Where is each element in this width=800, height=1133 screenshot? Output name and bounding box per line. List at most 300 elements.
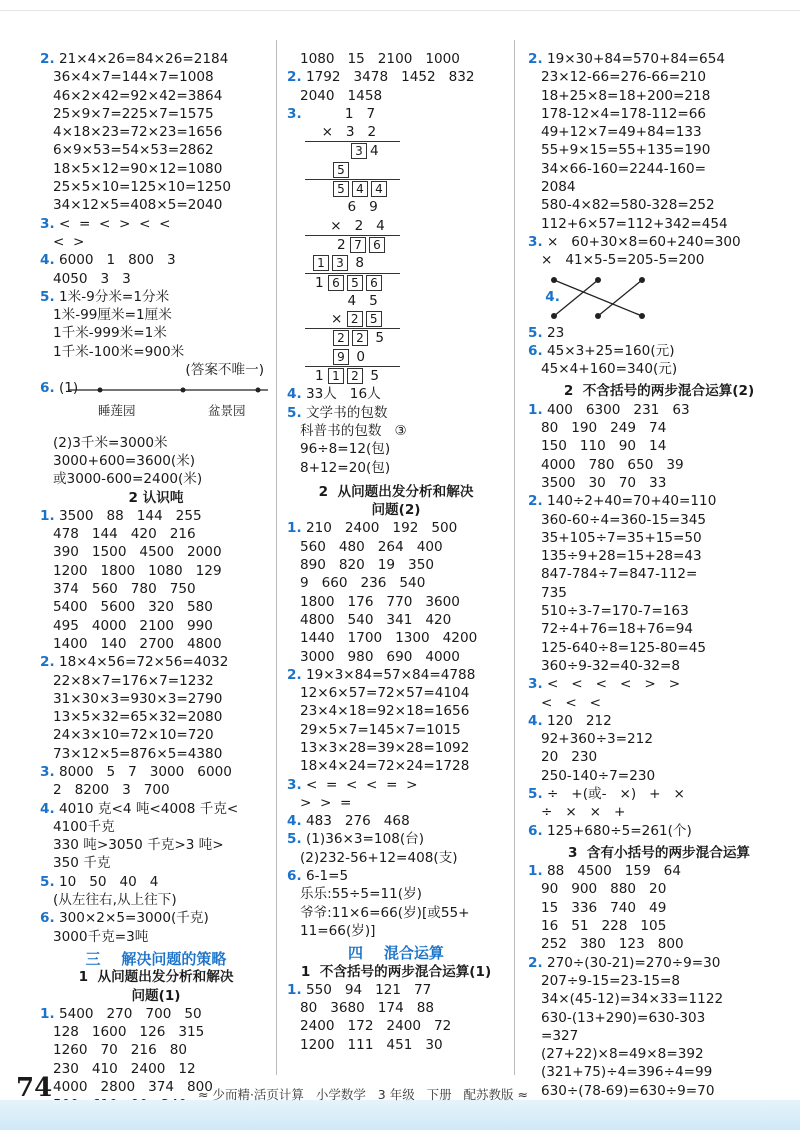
answer-line	[287, 776, 505, 794]
answer-text: 374 560 780 750	[52, 581, 196, 598]
answer-text: 4000 2800 374 800	[52, 1079, 213, 1096]
answer-text: (27+22)×8=49×8=392	[540, 1046, 704, 1063]
answer-line	[40, 672, 272, 690]
answer-line	[40, 288, 272, 306]
answer-text: < = < < = >	[305, 776, 418, 793]
question-number: 6.	[528, 822, 543, 839]
answer-text: 495 4000 2100 990	[52, 617, 213, 634]
answer-line	[40, 580, 272, 598]
answer-line	[528, 511, 790, 529]
answer-line	[528, 602, 790, 620]
answer-text: 5400 270 700 50	[58, 1005, 202, 1022]
answer-line	[40, 123, 272, 141]
answer-text: 140÷2+40=70+40=110	[546, 493, 717, 510]
answer-line	[528, 1009, 790, 1027]
answer-text: 1260 70 216 80	[52, 1042, 187, 1059]
question-number: 2.	[40, 654, 55, 671]
unit-heading: 三 解决问题的策略	[85, 949, 227, 968]
question-number: 4.	[545, 288, 560, 305]
answer-text: 230 410 2400 12	[52, 1060, 196, 1077]
answer-line	[528, 547, 790, 565]
answer-text: 0	[356, 348, 365, 365]
answer-line	[287, 68, 505, 86]
answer-text: 45×4+160=340(元)	[540, 361, 678, 378]
answer-line	[40, 306, 272, 324]
section-heading: 3 含有小括号的两步混合运算	[567, 844, 751, 861]
question-number: 1.	[287, 520, 302, 537]
answer-line	[528, 419, 790, 437]
answer-text: 1200 1800 1080 129	[52, 562, 222, 579]
boxed-digit: 2	[333, 330, 349, 346]
answer-text: 330 吨>3050 千克>3 吨>	[52, 837, 224, 854]
answer-line	[287, 739, 505, 757]
answer-text: < < < < > >	[546, 676, 681, 693]
answer-text: 18×4×56=72×56=4032	[58, 654, 229, 671]
answer-line	[40, 251, 272, 269]
answer-text: (1)36×3=108(台)	[305, 831, 425, 848]
answer-text: 1千米-999米=1米	[52, 325, 167, 342]
question-number: 3.	[40, 763, 55, 780]
answer-line	[287, 422, 505, 440]
question-number: 2.	[287, 69, 302, 86]
answer-line	[287, 440, 505, 458]
answer-text: 890 820 19 350	[299, 557, 434, 574]
label-garden-2: 盆景园	[208, 402, 246, 418]
answer-line	[40, 763, 272, 781]
answer-line	[287, 757, 505, 775]
answer-line	[528, 767, 790, 785]
answer-text: 34×12×5=408×5=2040	[52, 197, 223, 214]
question-number: 4.	[40, 800, 55, 817]
answer-text: 1 7	[344, 105, 376, 122]
answer-text: 1	[315, 368, 324, 385]
answer-text: 33人 16人	[305, 386, 381, 403]
answer-line	[528, 437, 790, 455]
answer-line	[287, 794, 505, 812]
answer-line	[287, 867, 505, 885]
question-number: 2.	[287, 666, 302, 683]
answer-text: > > =	[299, 794, 352, 811]
answer-line	[528, 233, 790, 251]
answer-text: 4100千克	[52, 818, 115, 835]
answer-text: < >	[52, 233, 85, 250]
answer-line	[528, 917, 790, 935]
answer-text: 1440 1700 1300 4200	[299, 630, 478, 647]
answer-text: 文学书的包数	[305, 404, 388, 421]
answer-text: 4800 540 341 420	[299, 611, 452, 628]
answer-text: 250-140÷7=230	[540, 767, 656, 784]
answer-line	[528, 639, 790, 657]
boxed-digit: 9	[333, 349, 349, 365]
question-number: 3.	[528, 233, 543, 250]
answer-text: 400 6300 231 63	[546, 401, 690, 418]
answer-text: 2084	[540, 179, 576, 196]
answer-text: < = < > < <	[58, 215, 171, 232]
boxed-digit: 5	[333, 162, 349, 178]
number-line-diagram	[40, 398, 272, 434]
answer-text: 4010 克<4 吨<4008 千克<	[58, 800, 239, 817]
answer-line	[287, 310, 505, 328]
answer-text: 23×4×18=92×18=1656	[299, 703, 470, 720]
answer-text: 3000千克=3吨	[52, 928, 149, 945]
answer-text: 6×9×53=54×53=2862	[52, 142, 214, 159]
question-number: 5.	[528, 324, 543, 341]
answer-line	[287, 538, 505, 556]
answer-line	[528, 785, 790, 803]
answer-line	[287, 123, 505, 141]
answer-text: 9 660 236 540	[299, 575, 426, 592]
answer-text: 73×12×5=876×5=4380	[52, 745, 223, 762]
answer-line	[528, 822, 790, 840]
answer-column-3	[528, 50, 790, 1118]
answer-text: 23×12-66=276-66=210	[540, 69, 707, 86]
answer-text: 1800 176 770 3600	[299, 593, 460, 610]
answer-line	[528, 1027, 790, 1045]
answer-text: 125+680÷5=261(个)	[546, 822, 692, 839]
answer-text: 300×2×5=3000(千克)	[58, 910, 209, 927]
answer-line	[528, 803, 790, 821]
answer-text: 4050 3 3	[52, 270, 131, 287]
answer-text: 390 1500 4500 2000	[52, 544, 222, 561]
answer-line	[528, 178, 790, 196]
answer-text: 5400 5600 320 580	[52, 599, 213, 616]
answer-line	[287, 648, 505, 666]
unit-heading: 四 混合运算	[348, 944, 444, 963]
answer-line	[528, 880, 790, 898]
answer-text: 爷爷:11×6=66(岁)[或55+	[299, 904, 470, 921]
answer-text: 8+12=20(包)	[299, 459, 391, 476]
question-number: 4.	[40, 252, 55, 269]
answer-line	[40, 909, 272, 927]
top-rule	[0, 10, 800, 11]
answer-text: 478 144 420 216	[52, 526, 196, 543]
answer-line	[287, 254, 505, 272]
boxed-digit: 6	[369, 237, 385, 253]
answer-text: 31×30×3=930×3=2790	[52, 690, 223, 707]
answer-line	[287, 629, 505, 647]
answer-line	[40, 928, 272, 946]
answer-text: 92+360÷3=212	[540, 731, 653, 748]
answer-line	[528, 456, 790, 474]
answer-line	[40, 434, 272, 452]
answer-text: 510÷3-7=170-7=163	[540, 603, 689, 620]
answer-text: 1400 140 2700 4800	[52, 635, 222, 652]
boxed-digit: 2	[352, 330, 368, 346]
answer-line	[528, 270, 790, 324]
answer-text: 1千米-100米=900米	[52, 343, 185, 360]
answer-line	[40, 196, 272, 214]
section-heading: 2 不含括号的两步混合运算(2)	[563, 383, 755, 400]
answer-text: 2	[337, 236, 346, 253]
question-number: 6.	[287, 868, 302, 885]
section-heading: 问题(2)	[371, 502, 421, 519]
answer-note: (答案不唯一)	[185, 362, 264, 379]
answer-line	[528, 584, 790, 602]
answer-text: 580-4×82=580-328=252	[540, 197, 715, 214]
question-number: 2.	[528, 493, 543, 510]
answer-line	[287, 217, 505, 235]
answer-text: 16 51 228 105	[540, 918, 667, 935]
answer-text: 18+25×8=18+200=218	[540, 87, 711, 104]
answer-line	[528, 123, 790, 141]
answer-text: 12×6×57=72×57=4104	[299, 685, 470, 702]
question-number: 3.	[287, 105, 302, 122]
answer-text: × 3 2	[321, 124, 377, 141]
answer-text: 178-12×4=178-112=66	[540, 105, 707, 122]
answer-text: 112+6×57=112+342=454	[540, 215, 728, 232]
answer-line	[528, 899, 790, 917]
question-number: 6.	[528, 342, 543, 359]
answer-text: 13×5×32=65×32=2080	[52, 709, 223, 726]
answer-line	[287, 180, 505, 198]
answer-line	[528, 712, 790, 730]
answer-line	[287, 292, 505, 310]
question-number: 4.	[528, 712, 543, 729]
answer-line	[40, 617, 272, 635]
answer-text: 207÷9-15=23-15=8	[540, 972, 681, 989]
question-number: 3.	[40, 215, 55, 232]
answer-line	[528, 251, 790, 269]
answer-text: 560 480 264 400	[299, 538, 443, 555]
answer-text: =327	[540, 1027, 579, 1044]
answer-text: 128 1600 126 315	[52, 1024, 205, 1041]
answer-text: 135÷9+28=15+28=43	[540, 548, 702, 565]
answer-line	[287, 50, 505, 68]
answer-line	[40, 1060, 272, 1078]
answer-text: < < <	[540, 694, 602, 711]
answer-text: 1	[315, 274, 324, 291]
boxed-digit: 7	[350, 237, 366, 253]
answer-text: 150 110 90 14	[540, 438, 667, 455]
answer-text: × 2 4	[330, 217, 385, 234]
answer-text: × 60+30×8=60+240=300	[546, 233, 741, 250]
answer-text: 25×5×10=125×10=1250	[52, 179, 232, 196]
answer-line	[287, 329, 505, 347]
answer-line	[40, 690, 272, 708]
boxed-digit: 5	[347, 275, 363, 291]
answer-line	[40, 324, 272, 342]
answer-text: 847-784÷7=847-112=	[540, 566, 698, 583]
answer-line	[40, 270, 272, 288]
answer-text: 4×18×23=72×23=1656	[52, 124, 223, 141]
answer-line	[528, 401, 790, 419]
answer-line	[287, 1036, 505, 1054]
answer-line	[40, 87, 272, 105]
answer-text: ÷ × × +	[540, 804, 626, 821]
answer-text: 1792 3478 1452 832	[305, 69, 475, 86]
answer-line	[287, 611, 505, 629]
answer-line	[287, 385, 505, 403]
answer-text: 22×8×7=176×7=1232	[52, 672, 214, 689]
question-number: 2.	[528, 954, 543, 971]
answer-line	[40, 598, 272, 616]
answer-text: 125-640÷8=125-80=45	[540, 639, 707, 656]
answer-text: 科普书的包数 ③	[299, 422, 407, 439]
answer-text: 10 50 40 4	[58, 873, 159, 890]
answer-text: 6 9	[347, 199, 378, 216]
answer-text: 6000 1 800 3	[58, 252, 176, 269]
answer-line	[287, 105, 505, 123]
answer-text: (2)3千米=3000米	[52, 434, 168, 451]
answer-text: 21×4×26=84×26=2184	[58, 51, 229, 67]
answer-line	[528, 565, 790, 583]
answer-text: 96÷8=12(包)	[299, 441, 391, 458]
boxed-digit: 3	[332, 255, 348, 271]
answer-text: 20 230	[540, 749, 598, 766]
answer-text: 88 4500 159 64	[546, 863, 681, 880]
question-number: 5.	[287, 404, 302, 421]
answer-line	[40, 507, 272, 525]
answer-line	[40, 178, 272, 196]
answer-text: 4	[370, 143, 379, 160]
answer-line	[528, 492, 790, 510]
answer-text: 34×66-160=2244-160=	[540, 160, 707, 177]
answer-line	[40, 470, 272, 488]
question-number: 1.	[528, 863, 543, 880]
footer-wave-band	[0, 1100, 800, 1130]
answer-line	[40, 726, 272, 744]
answer-line	[287, 702, 505, 720]
answer-text: (321+75)÷4=396÷4=99	[540, 1064, 713, 1081]
answer-line	[287, 198, 505, 216]
answer-line	[40, 781, 272, 799]
question-number: 5.	[40, 288, 55, 305]
answer-line	[528, 360, 790, 378]
question-number: 5.	[528, 785, 543, 802]
answer-text: 120 212	[546, 712, 612, 729]
answer-line	[287, 87, 505, 105]
answer-text: 19×3×84=57×84=4788	[305, 666, 476, 683]
answer-line	[528, 620, 790, 638]
answer-text: 3000+600=3600(米)	[52, 452, 196, 469]
question-number: 3.	[528, 676, 543, 693]
column-divider	[514, 40, 515, 1075]
answer-text: 35+105÷7=35+15=50	[540, 529, 702, 546]
answer-text: 34×(45-12)=34×33=1122	[540, 991, 724, 1008]
answer-text: 483 276 468	[305, 813, 410, 830]
answer-line	[528, 990, 790, 1008]
answer-text: 18×4×24=72×24=1728	[299, 758, 470, 775]
answer-line	[287, 999, 505, 1017]
section-heading: 2 从问题出发分析和解决	[318, 483, 474, 500]
answer-text: 90 900 880 20	[540, 881, 667, 898]
section-heading: 问题(1)	[131, 987, 181, 1004]
answer-text: 1080 15 2100 1000	[299, 51, 460, 67]
answer-text: 630÷(78-69)=630÷9=70	[540, 1082, 715, 1099]
question-number: 6.	[40, 910, 55, 927]
answer-text: (2)232-56+12=408(支)	[299, 849, 458, 866]
answer-text: × 41×5-5=205-5=200	[540, 252, 705, 269]
label-garden-1: 睡莲园	[98, 402, 136, 418]
boxed-digit: 6	[328, 275, 344, 291]
answer-line	[40, 800, 272, 818]
answer-text: 18×5×12=90×12=1080	[52, 160, 223, 177]
boxed-digit: 4	[371, 181, 387, 197]
answer-text: 乐乐:55÷5=11(岁)	[299, 886, 422, 903]
answer-line	[287, 519, 505, 537]
answer-line	[528, 657, 790, 675]
answer-line	[528, 342, 790, 360]
answer-line	[528, 68, 790, 86]
answer-line	[40, 836, 272, 854]
answer-text: ×	[331, 311, 343, 328]
answer-text: 49+12×7=49+84=133	[540, 124, 702, 141]
answer-line	[528, 694, 790, 712]
answer-column-1	[40, 50, 272, 1133]
answer-line	[40, 141, 272, 159]
answer-text: 360÷9-32=40-32=8	[540, 657, 681, 674]
answer-text: 252 380 123 800	[540, 936, 684, 953]
answer-line	[40, 708, 272, 726]
answer-line	[528, 196, 790, 214]
answer-column-2	[287, 50, 505, 1054]
answer-text: 55+9×15=55+135=190	[540, 142, 711, 159]
answer-line	[287, 459, 505, 477]
answer-text: 80 190 249 74	[540, 420, 667, 437]
answer-line	[287, 367, 505, 385]
answer-text: 29×5×7=145×7=1015	[299, 721, 461, 738]
boxed-digit: 1	[313, 255, 329, 271]
answer-line	[40, 233, 272, 251]
boxed-digit: 2	[347, 368, 363, 384]
answer-text: 2400 172 2400 72	[299, 1018, 452, 1035]
answer-text: 1米-9分米=1分米	[58, 288, 170, 305]
answer-line	[40, 50, 272, 68]
answer-line	[528, 1082, 790, 1100]
answer-text: 或3000-600=2400(米)	[52, 471, 203, 488]
answer-line	[40, 452, 272, 470]
question-number: 1.	[528, 401, 543, 418]
answer-line	[40, 525, 272, 543]
answer-line	[40, 1041, 272, 1059]
question-number: 4.	[287, 386, 302, 403]
answer-line	[528, 87, 790, 105]
answer-text: 2 8200 3 700	[52, 782, 170, 799]
answer-line	[287, 885, 505, 903]
answer-line	[528, 954, 790, 972]
answer-line	[287, 721, 505, 739]
answer-text: 19×30+84=570+84=654	[546, 51, 725, 67]
question-number: 4.	[287, 813, 302, 830]
answer-line	[287, 666, 505, 684]
answer-line	[528, 50, 790, 68]
answer-line	[40, 745, 272, 763]
answer-line	[287, 1017, 505, 1035]
matching-lines-diagram	[548, 274, 668, 322]
boxed-digit: 4	[352, 181, 368, 197]
answer-text: 550 94 121 77	[305, 981, 432, 998]
answer-line	[287, 404, 505, 422]
answer-line	[40, 343, 272, 361]
answer-line	[40, 1023, 272, 1041]
answer-line	[287, 981, 505, 999]
boxed-digit: 2	[347, 311, 363, 327]
answer-line	[528, 1045, 790, 1063]
question-number: 6.	[40, 380, 55, 397]
boxed-digit: 5	[366, 311, 382, 327]
answer-line	[287, 142, 505, 160]
answer-text: 8000 5 7 3000 6000	[58, 763, 232, 780]
answer-line	[40, 891, 272, 909]
answer-line	[528, 474, 790, 492]
answer-line	[40, 854, 272, 872]
answer-text: 1米-99厘米=1厘米	[52, 307, 172, 324]
question-number: 1.	[40, 507, 55, 524]
answer-text: 630-(13+290)=630-303	[540, 1009, 706, 1026]
answer-line	[40, 160, 272, 178]
answer-text: 15 336 740 49	[540, 899, 667, 916]
answer-line	[287, 593, 505, 611]
